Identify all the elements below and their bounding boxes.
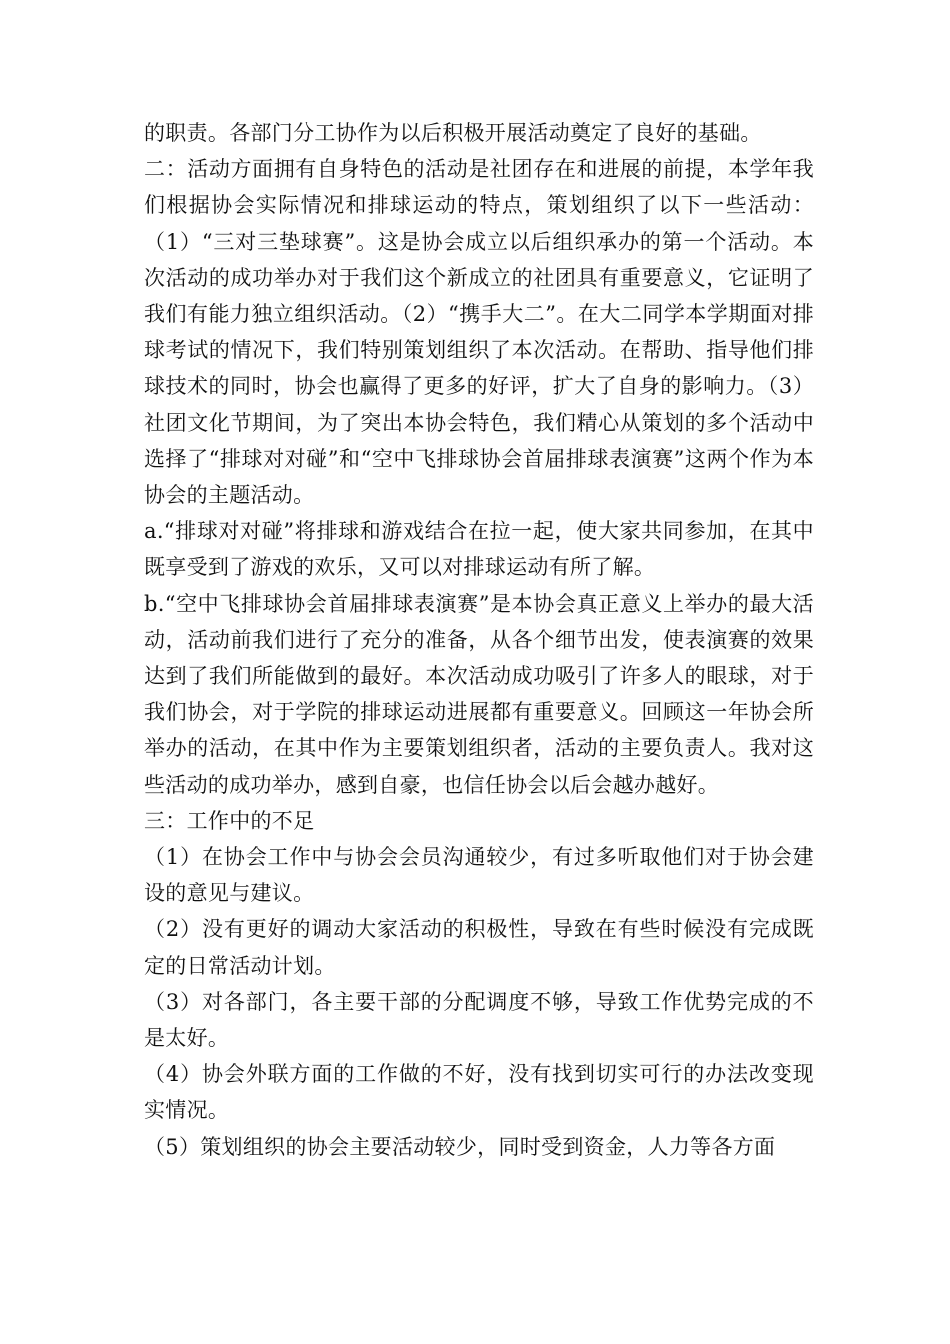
paragraph-section-2-activities: 二：活动方面拥有自身特色的活动是社团存在和进展的前提，本学年我们根据协会实际情况和排球运动的特点，策划组织了以下一些活动：（1）“三对三垫球赛”。这是协会成立以后组织承办的第一个活动。本次活动的成功举办对于我们这个新成立的社团具有重要意义，它证明了我们有能力独立组织活动。（2）“携手大二”。在大二同学本学期面对排球考试的情况下，我们特别策划组织了本次活动。在帮助、指导他们排球技术的同时，协会也赢得了更多的好评，扩大了自身的影响力。（3）社团文化节期间，为了突出本协会特色，我们精心从策划的多个活动中选择了“排球对对碰”和“空中飞排球协会首届排球表演赛”这两个作为本协会的主题活动。 [144,157,814,508]
paragraph-activity-b: b.“空中飞排球协会首届排球表演赛”是本协会真正意义上举办的最大活动，活动前我们进行了充分的准备，从各个细节出发，使表演赛的效果达到了我们所能做到的最好。本次活动成功吸引了许多人的眼球，对于我们协会，对于学院的排球运动进展都有重要意义。回顾这一年协会所举办的活动，在其中作为主要策划组织者，活动的主要负责人。我对这些活动的成功举办，感到自豪，也信任协会以后会越办越好。 [144,591,814,797]
paragraph-responsibilities: 的职责。各部门分工协作为以后积极开展活动奠定了良好的基础。 [144,121,762,145]
section-heading-shortcomings: 三：工作中的不足 [144,808,315,833]
list-item-shortcoming-1: （1）在协会工作中与协会会员沟通较少，有过多听取他们对于协会建设的意见与建议。 [144,845,814,906]
list-item-shortcoming-5: （5）策划组织的协会主要活动较少，同时受到资金，人力等各方面 [144,1134,776,1159]
paragraph-activity-a: a.“排球对对碰”将排球和游戏结合在拉一起，使大家共同参加，在其中既享受到了游戏的欢乐，又可以对排球运动有所了解。 [144,519,814,580]
list-item-shortcoming-4: （4）协会外联方面的工作做的不好，没有找到切实可行的办法改变现实情况。 [144,1062,814,1123]
list-item-shortcoming-3: （3）对各部门，各主要干部的分配调度不够，导致工作优势完成的不是太好。 [144,989,814,1051]
document-body [144,115,814,1165]
list-item-shortcoming-2: （2）没有更好的调动大家活动的积极性，导致在有些时候没有完成既定的日常活动计划。 [144,917,814,978]
